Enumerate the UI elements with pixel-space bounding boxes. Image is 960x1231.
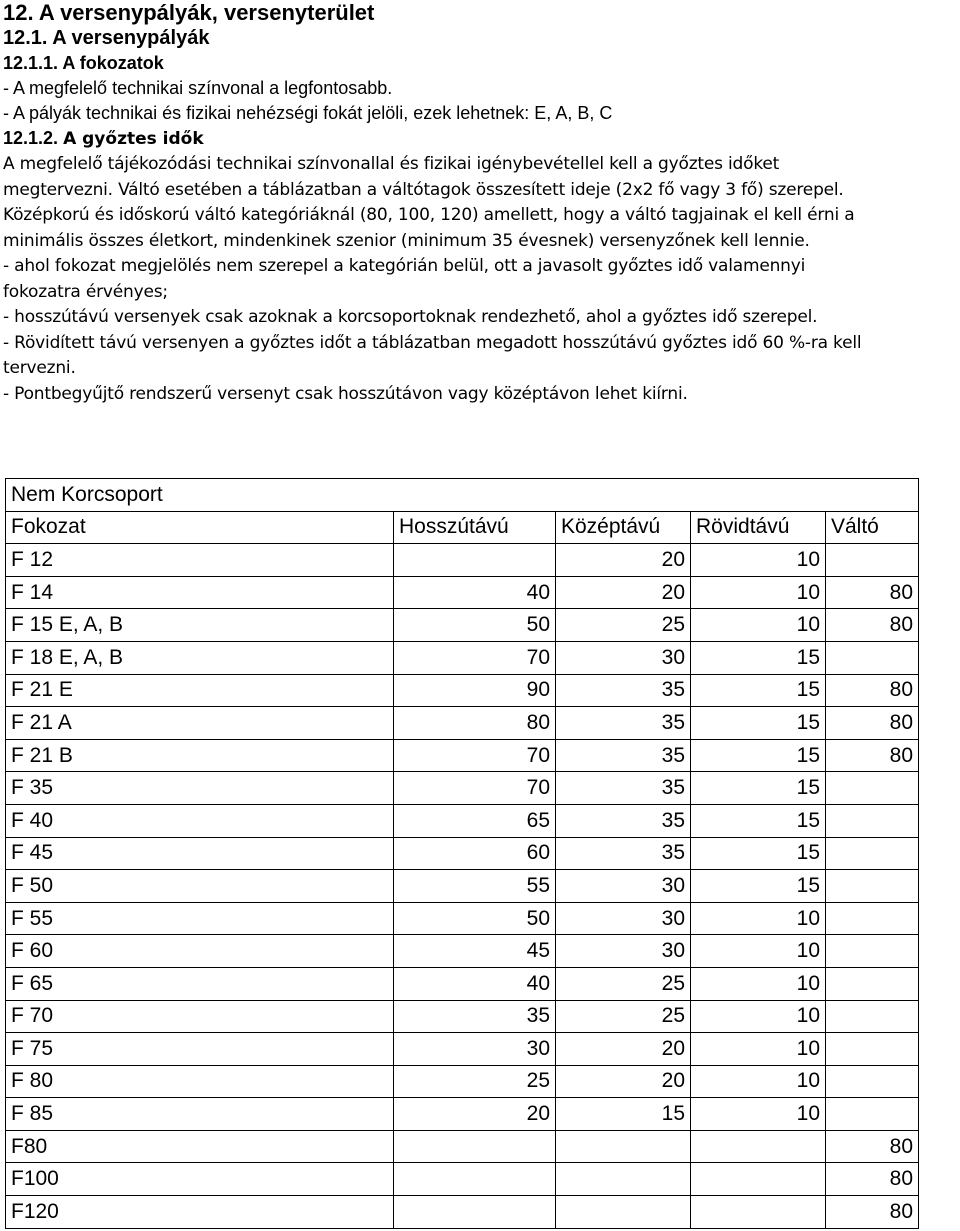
group-label: Nem Korcsoport (6, 479, 919, 512)
cell-fokozat: F 80 (6, 1065, 394, 1098)
cell-hosszutavu: 55 (394, 870, 556, 903)
cell-valto (826, 1033, 919, 1066)
cell-kozeptavu: 15 (556, 1098, 691, 1131)
table-body (6, 479, 919, 1229)
header-kozeptavu: Középtávú (556, 511, 691, 544)
cell-valto (826, 837, 919, 870)
table-row (6, 1065, 919, 1098)
paragraph-line: - Rövidített távú versenyen a győztes időt a táblázatban megadott hosszútávú győztes idő 60 %-ra kell (3, 332, 862, 353)
table-row (6, 739, 919, 772)
cell-rovidtavu: 10 (691, 609, 826, 642)
table-row (6, 1000, 919, 1033)
heading-gyoztes-idok (3, 126, 958, 152)
cell-kozeptavu: 25 (556, 967, 691, 1000)
cell-fokozat: F 14 (6, 576, 394, 609)
document (3, 0, 958, 407)
cell-fokozat: F 21 B (6, 739, 394, 772)
cell-hosszutavu (394, 1196, 556, 1229)
cell-rovidtavu: 10 (691, 1033, 826, 1066)
cell-valto (826, 804, 919, 837)
cell-rovidtavu: 10 (691, 902, 826, 935)
cell-hosszutavu: 80 (394, 707, 556, 740)
cell-rovidtavu: 10 (691, 576, 826, 609)
cell-hosszutavu: 30 (394, 1033, 556, 1066)
cell-valto: 80 (826, 674, 919, 707)
table-row (6, 935, 919, 968)
cell-fokozat: F 65 (6, 967, 394, 1000)
cell-kozeptavu: 30 (556, 902, 691, 935)
paragraph-line: minimális összes életkort, mindenkinek szenior (minimum 35 évesnek) versenyzőnek kell lennie. (3, 230, 810, 251)
cell-fokozat: F120 (6, 1196, 394, 1229)
cell-hosszutavu: 40 (394, 967, 556, 1000)
cell-fokozat: F 40 (6, 804, 394, 837)
cell-hosszutavu: 50 (394, 902, 556, 935)
cell-rovidtavu: 10 (691, 1065, 826, 1098)
cell-hosszutavu: 20 (394, 1098, 556, 1131)
cell-rovidtavu: 15 (691, 870, 826, 903)
table-row (6, 1163, 919, 1196)
header-hosszutavu: Hosszútávú (394, 511, 556, 544)
cell-rovidtavu: 10 (691, 544, 826, 577)
cell-hosszutavu: 25 (394, 1065, 556, 1098)
cell-valto (826, 1065, 919, 1098)
table-row (6, 772, 919, 805)
table-row (6, 1033, 919, 1066)
cell-valto (826, 902, 919, 935)
cell-fokozat: F 21 E (6, 674, 394, 707)
heading-number: 12.1.2. (3, 128, 59, 148)
cell-hosszutavu: 50 (394, 609, 556, 642)
cell-hosszutavu (394, 1163, 556, 1196)
cell-kozeptavu: 35 (556, 837, 691, 870)
cell-rovidtavu: 15 (691, 641, 826, 674)
paragraph-line: tervezni. (3, 358, 76, 378)
table-row (6, 1098, 919, 1131)
cell-fokozat: F 45 (6, 837, 394, 870)
cell-valto: 80 (826, 1130, 919, 1163)
cell-rovidtavu: 10 (691, 1000, 826, 1033)
cell-fokozat: F 85 (6, 1098, 394, 1131)
cell-kozeptavu: 30 (556, 641, 691, 674)
table-group-row (6, 479, 919, 512)
cell-hosszutavu (394, 1130, 556, 1163)
cell-fokozat: F 12 (6, 544, 394, 577)
paragraph-line: - ahol fokozat megjelölés nem szerepel a kategórián belül, ott a javasolt győztes idő valamennyi (3, 256, 806, 276)
cell-valto (826, 870, 919, 903)
paragraph-line: fokozatra érvényes; (3, 281, 168, 302)
table-row (6, 1196, 919, 1229)
cell-kozeptavu: 30 (556, 870, 691, 903)
cell-rovidtavu: 15 (691, 707, 826, 740)
table-header-row (6, 511, 919, 544)
cell-rovidtavu: 10 (691, 967, 826, 1000)
heading-versenypalyak-versenyterulet: 12. A versenypályák, versenyterület (3, 0, 375, 25)
cell-valto: 80 (826, 1196, 919, 1229)
cell-fokozat: F 60 (6, 935, 394, 968)
cell-rovidtavu: 15 (691, 837, 826, 870)
cell-rovidtavu (691, 1163, 826, 1196)
cell-fokozat: F100 (6, 1163, 394, 1196)
cell-rovidtavu: 10 (691, 1098, 826, 1131)
cell-kozeptavu (556, 1130, 691, 1163)
paragraph-line: - hosszútávú versenyek csak azoknak a korcsoportoknak rendezhető, ahol a győztes idő szerepel. (3, 307, 818, 327)
cell-fokozat: F 18 E, A, B (6, 641, 394, 674)
heading-fokozatok: 12.1.1. A fokozatok (3, 53, 164, 73)
cell-hosszutavu: 40 (394, 576, 556, 609)
table-row (6, 902, 919, 935)
cell-fokozat: F 35 (6, 772, 394, 805)
cell-rovidtavu (691, 1196, 826, 1229)
cell-kozeptavu (556, 1196, 691, 1229)
cell-rovidtavu: 10 (691, 935, 826, 968)
cell-rovidtavu: 15 (691, 804, 826, 837)
heading-title: A győztes idők (63, 129, 204, 149)
table-row (6, 707, 919, 740)
winning-times-table (5, 478, 919, 1229)
cell-hosszutavu: 60 (394, 837, 556, 870)
cell-fokozat: F 75 (6, 1033, 394, 1066)
cell-valto: 80 (826, 707, 919, 740)
cell-kozeptavu: 35 (556, 739, 691, 772)
cell-kozeptavu: 20 (556, 576, 691, 609)
cell-valto (826, 935, 919, 968)
cell-hosszutavu: 70 (394, 772, 556, 805)
cell-kozeptavu: 30 (556, 935, 691, 968)
cell-hosszutavu: 90 (394, 674, 556, 707)
cell-fokozat: F 70 (6, 1000, 394, 1033)
cell-hosszutavu: 70 (394, 739, 556, 772)
table-row (6, 967, 919, 1000)
cell-rovidtavu: 15 (691, 674, 826, 707)
table-row (6, 1130, 919, 1163)
cell-fokozat: F 21 A (6, 707, 394, 740)
paragraph-line: A megfelelő tájékozódási technikai színvonallal és fizikai igénybevétellel kell a győztes időket (3, 154, 780, 174)
cell-hosszutavu: 45 (394, 935, 556, 968)
cell-valto: 80 (826, 739, 919, 772)
header-valto: Váltó (826, 511, 919, 544)
cell-kozeptavu: 20 (556, 1065, 691, 1098)
cell-rovidtavu: 15 (691, 772, 826, 805)
cell-fokozat: F 50 (6, 870, 394, 903)
cell-rovidtavu (691, 1130, 826, 1163)
cell-hosszutavu (394, 544, 556, 577)
cell-kozeptavu: 25 (556, 1000, 691, 1033)
cell-kozeptavu: 35 (556, 772, 691, 805)
table-row (6, 641, 919, 674)
table-row (6, 576, 919, 609)
cell-kozeptavu: 20 (556, 1033, 691, 1066)
cell-kozeptavu: 25 (556, 609, 691, 642)
cell-valto: 80 (826, 609, 919, 642)
cell-kozeptavu: 20 (556, 544, 691, 577)
paragraph-line: megtervezni. Váltó esetében a táblázatban a váltótagok összesített ideje (2x2 fő vagy 3 fő) szerepel. (3, 179, 844, 200)
fokozatok-line: - A megfelelő technikai színvonal a legfontosabb. (3, 78, 393, 98)
cell-valto (826, 641, 919, 674)
table-row (6, 609, 919, 642)
cell-valto: 80 (826, 576, 919, 609)
table-row (6, 837, 919, 870)
table-row (6, 804, 919, 837)
table-row (6, 870, 919, 903)
cell-kozeptavu: 35 (556, 707, 691, 740)
cell-kozeptavu: 35 (556, 804, 691, 837)
paragraph-line: - Pontbegyűjtő rendszerű versenyt csak hosszútávon vagy középtávon lehet kiírni. (3, 383, 688, 404)
header-rovidtavu: Rövidtávú (691, 511, 826, 544)
table-row (6, 674, 919, 707)
cell-valto (826, 1000, 919, 1033)
cell-hosszutavu: 35 (394, 1000, 556, 1033)
cell-fokozat: F 15 E, A, B (6, 609, 394, 642)
cell-fokozat: F 55 (6, 902, 394, 935)
cell-fokozat: F80 (6, 1130, 394, 1163)
cell-rovidtavu: 15 (691, 739, 826, 772)
header-fokozat: Fokozat (6, 511, 394, 544)
cell-kozeptavu (556, 1163, 691, 1196)
heading-versenypalyak: 12.1. A versenypályák (3, 27, 210, 49)
cell-valto (826, 1098, 919, 1131)
cell-valto (826, 967, 919, 1000)
cell-hosszutavu: 70 (394, 641, 556, 674)
fokozatok-line: - A pályák technikai és fizikai nehézségi fokát jelöli, ezek lehetnek: E, A, B, C (3, 103, 613, 123)
paragraph-line: Középkorú és időskorú váltó kategóriáknál (80, 100, 120) amellett, hogy a váltó tagjainak el kell érni a (3, 205, 855, 225)
cell-kozeptavu: 35 (556, 674, 691, 707)
cell-valto (826, 772, 919, 805)
table-row (6, 544, 919, 577)
cell-valto: 80 (826, 1163, 919, 1196)
cell-valto (826, 544, 919, 577)
cell-hosszutavu: 65 (394, 804, 556, 837)
